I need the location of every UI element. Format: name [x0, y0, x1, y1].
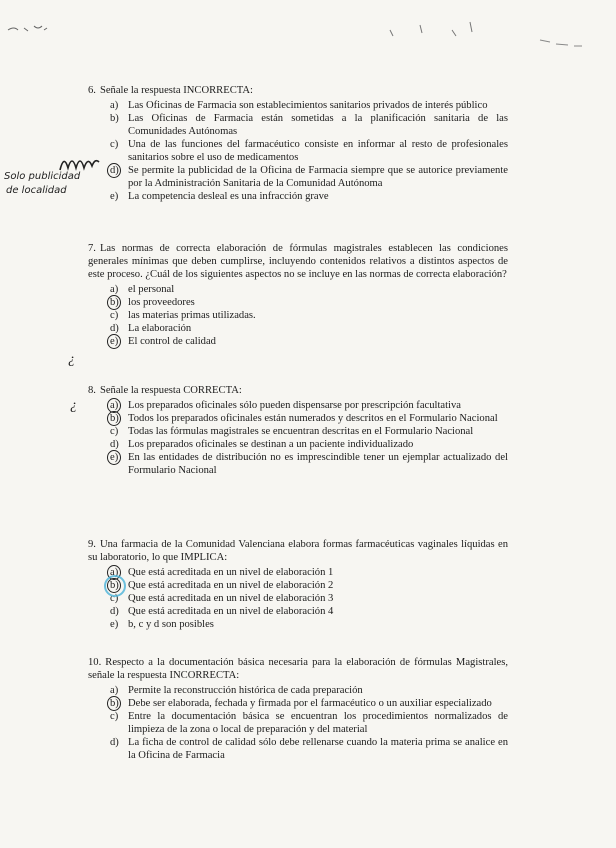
- option-letter: d): [110, 606, 119, 617]
- options-list: [110, 283, 508, 348]
- options-list: [110, 684, 508, 762]
- option-c[interactable]: [110, 710, 508, 736]
- question-stem: [88, 84, 508, 97]
- option-letter: e): [110, 335, 128, 348]
- option-text: Que está acreditada en un nivel de elaboración 3: [128, 593, 334, 604]
- scan-artifacts: [0, 0, 616, 60]
- question-text: Una farmacia de la Comunidad Valenciana elabora formas farmacéuticas vaginales líquidas en su laboratorio, lo que IMPLICA:: [88, 539, 508, 563]
- option-letter: c): [110, 593, 119, 604]
- question-6: [88, 84, 508, 203]
- question-text: Señale la respuesta INCORRECTA:: [99, 85, 253, 96]
- option-text: La ficha de control de calidad sólo debe rellenarse cuando la materia prima se analice en la Oficina de Farmacia: [128, 737, 508, 761]
- option-c[interactable]: [110, 425, 508, 438]
- options-list: [110, 399, 508, 477]
- option-text: El control de calidad: [128, 336, 216, 347]
- option-letter: d): [110, 439, 119, 450]
- option-text: el personal: [128, 284, 175, 295]
- option-e[interactable]: [110, 190, 508, 203]
- question-number: 9.: [88, 539, 96, 550]
- option-text: Se permite la publicidad de la Oficina de Farmacia siempre que se autorice previamente por la Administración Sanitaria de la Comunidad Autónoma: [128, 165, 508, 189]
- option-b[interactable]: [110, 112, 508, 138]
- option-c[interactable]: [110, 592, 508, 605]
- option-text: los proveedores: [128, 297, 195, 308]
- option-text: Que está acreditada en un nivel de elaboración 2: [128, 580, 334, 591]
- option-text: Los preparados oficinales se destinan a un paciente individualizado: [128, 439, 414, 450]
- option-letter: e): [110, 619, 119, 630]
- option-text: La competencia desleal es una infracción grave: [128, 191, 329, 202]
- question-number: 10.: [88, 657, 102, 668]
- question-10: [88, 656, 508, 762]
- option-text: Que está acreditada en un nivel de elaboración 4: [128, 606, 334, 617]
- handwritten-question-mark: ¿: [68, 352, 75, 367]
- question-number: 7.: [88, 243, 96, 254]
- option-letter: d): [110, 323, 119, 334]
- handwritten-question-mark: ¿: [70, 398, 77, 413]
- option-letter: c): [110, 426, 119, 437]
- question-7: [88, 242, 508, 348]
- option-d[interactable]: [110, 736, 508, 762]
- option-letter: b): [110, 113, 119, 124]
- options-list: [110, 99, 508, 203]
- option-text: Todos los preparados oficinales están numerados y descritos en el Formulario Nacional: [128, 413, 498, 424]
- question-text: Las normas de correcta elaboración de fórmulas magistrales establecen las condiciones generales mínimas que deben cumplirse, incluyendo contenidos relativos a distintos aspectos de este proceso. ¿Cuál de los siguientes aspectos no se incluye en las normas de correcta elaboración?: [88, 243, 508, 280]
- question-number: 6.: [88, 85, 96, 96]
- option-letter: e): [110, 191, 119, 202]
- option-b[interactable]: [110, 697, 508, 710]
- option-d[interactable]: [110, 164, 508, 190]
- option-text: b, c y d son posibles: [128, 619, 214, 630]
- option-d[interactable]: [110, 605, 508, 618]
- option-letter: b): [110, 296, 128, 309]
- option-text: Las Oficinas de Farmacia son establecimientos sanitarios privados de interés público: [128, 100, 488, 111]
- option-letter: b): [110, 412, 128, 425]
- question-stem: [88, 538, 508, 564]
- option-a[interactable]: [110, 399, 508, 412]
- option-text: Debe ser elaborada, fechada y firmada por el farmacéutico o un auxiliar especializado: [128, 698, 492, 709]
- option-letter: d): [110, 737, 119, 748]
- option-a[interactable]: [110, 566, 508, 579]
- option-letter: a): [110, 100, 119, 111]
- options-list: [110, 566, 508, 631]
- option-text: Permite la reconstrucción histórica de cada preparación: [128, 685, 363, 696]
- option-letter: c): [110, 711, 119, 722]
- option-letter: d): [110, 164, 128, 177]
- option-text: La elaboración: [128, 323, 192, 334]
- option-letter: b): [110, 697, 128, 710]
- option-d[interactable]: [110, 438, 508, 451]
- question-8: [88, 384, 508, 477]
- margin-note-line2: de localidad: [6, 185, 67, 196]
- option-c[interactable]: [110, 138, 508, 164]
- option-text: Las Oficinas de Farmacia están sometidas a la planificación sanitaria de las Comunidades Autónomas: [128, 113, 508, 137]
- option-text: Los preparados oficinales sólo pueden dispensarse por prescripción facultativa: [128, 400, 461, 411]
- option-letter: a): [110, 685, 119, 696]
- option-e[interactable]: [110, 618, 508, 631]
- question-9: [88, 538, 508, 631]
- option-text: En las entidades de distribución no es imprescindible tener un ejemplar actualizado del Formulario Nacional: [128, 452, 508, 476]
- option-letter: c): [110, 310, 119, 321]
- option-letter: b): [110, 579, 128, 592]
- question-stem: [88, 656, 508, 682]
- option-a[interactable]: [110, 99, 508, 112]
- option-b[interactable]: [110, 579, 508, 592]
- option-letter: a): [110, 399, 128, 412]
- option-text: Una de las funciones del farmacéutico consiste en informar al resto de profesionales sanitarios sobre el uso de medicamentos: [128, 139, 508, 163]
- question-stem: [88, 384, 508, 397]
- option-text: Todas las fórmulas magistrales se encuentran descritas en el Formulario Nacional: [128, 426, 474, 437]
- option-text: las materias primas utilizadas.: [128, 310, 256, 321]
- question-number: 8.: [88, 385, 96, 396]
- option-letter: a): [110, 284, 119, 295]
- option-e[interactable]: [110, 451, 508, 477]
- option-b[interactable]: [110, 412, 508, 425]
- option-letter: c): [110, 139, 119, 150]
- option-letter: a): [110, 566, 128, 579]
- margin-note-line1: Solo publicidad: [4, 171, 81, 182]
- option-letter: e): [110, 451, 128, 464]
- option-text: Entre la documentación básica se encuentran los procedimientos normalizados de limpieza de la zona o local de preparación y del material: [128, 711, 508, 735]
- option-a[interactable]: [110, 684, 508, 697]
- question-text: Respecto a la documentación básica necesaria para la elaboración de fórmulas Magistrales, señale la respuesta INCORRECTA:: [88, 657, 508, 681]
- question-text: Señale la respuesta CORRECTA:: [99, 385, 242, 396]
- option-b[interactable]: [110, 296, 508, 309]
- option-c[interactable]: [110, 309, 508, 322]
- question-stem: [88, 242, 508, 281]
- option-text: Que está acreditada en un nivel de elaboración 1: [128, 567, 334, 578]
- option-a[interactable]: [110, 283, 508, 296]
- option-e[interactable]: [110, 335, 508, 348]
- option-d[interactable]: [110, 322, 508, 335]
